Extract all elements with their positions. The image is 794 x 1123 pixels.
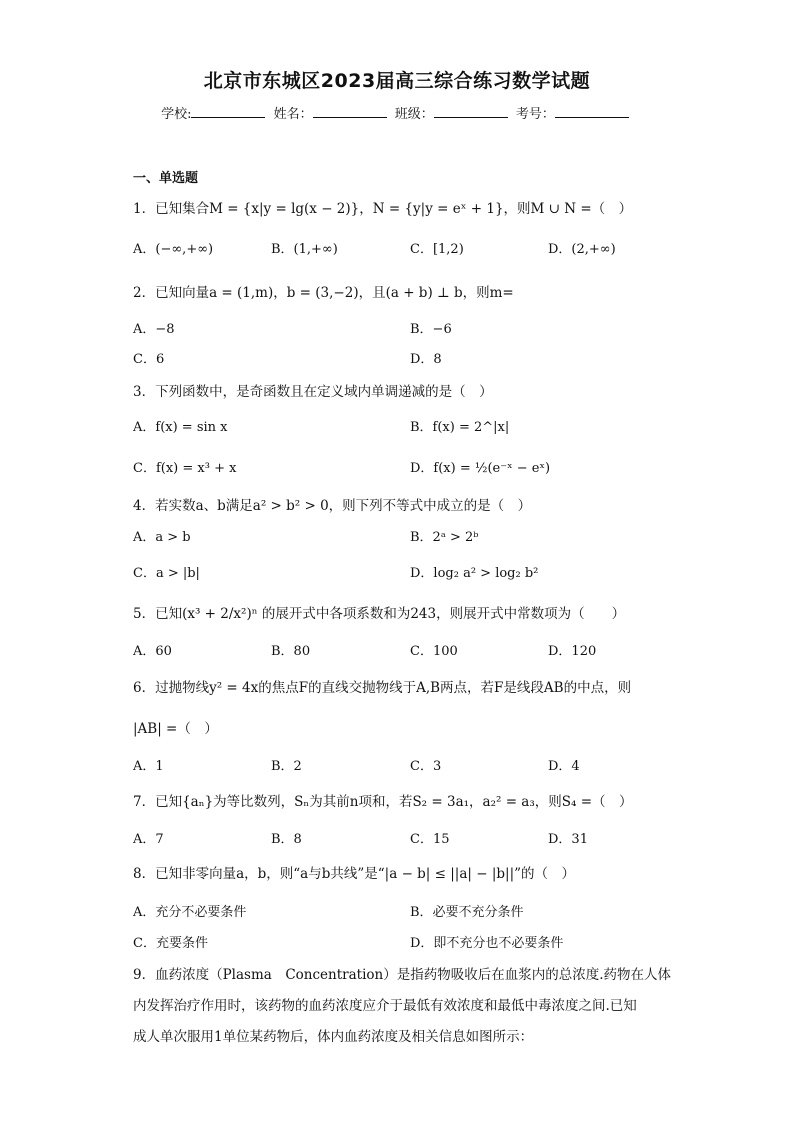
student-info-line: [0, 103, 794, 122]
question-9-line-3: 成人单次服用1单位某药物后，体内血药浓度及相关信息如图所示：: [133, 1029, 534, 1045]
question-9-line-1: 9．血药浓度（Plasma Concentration）是指药物吸收后在血浆内的总浓度.药物在人体: [133, 967, 671, 983]
question-6-stem: 6．过抛物线y² = 4x的焦点F的直线交抛物线于A,B两点，若F是线段AB的中点，则: [133, 680, 632, 696]
q4-option-a[interactable]: A．a > b: [133, 530, 191, 545]
class-label: 班级：: [394, 107, 434, 122]
q1-option-c[interactable]: C．[1,2): [410, 242, 464, 257]
q1-option-d[interactable]: D．(2,+∞): [548, 242, 616, 257]
q8-option-b[interactable]: B．必要不充分条件: [410, 905, 524, 920]
q3-option-c[interactable]: C．f(x) = x³ + x: [133, 461, 237, 476]
q4-option-c[interactable]: C．a > |b|: [133, 566, 200, 581]
q3-option-b[interactable]: B．f(x) = 2^|x|: [410, 420, 510, 435]
q8-option-a[interactable]: A．充分不必要条件: [133, 905, 247, 920]
q3-option-d[interactable]: D．f(x) = ½(e⁻ˣ − eˣ): [410, 461, 551, 476]
q7-option-c[interactable]: C．15: [410, 832, 450, 847]
question-5-stem: 5．已知(x³ + 2/x²)ⁿ 的展开式中各项系数和为243，则展开式中常数项为（ ）: [133, 606, 626, 622]
question-4-stem: 4．若实数a、b满足a² > b² > 0，则下列不等式中成立的是（ ）: [133, 498, 532, 514]
q6-option-a[interactable]: A．1: [133, 759, 164, 774]
q6-option-d[interactable]: D．4: [548, 759, 580, 774]
q5-option-b[interactable]: B．80: [271, 644, 311, 659]
q5-option-a[interactable]: A．60: [133, 644, 172, 659]
q1-option-b[interactable]: B．(1,+∞): [271, 242, 338, 257]
q4-option-d[interactable]: D．log₂ a² > log₂ b²: [410, 566, 539, 581]
q2-option-d[interactable]: D．8: [410, 352, 442, 367]
q3-option-a[interactable]: A．f(x) = sin x: [133, 420, 228, 435]
question-2-stem: 2．已知向量a = (1,m)，b = (3,−2)，且(a + b) ⊥ b，则m=: [133, 285, 514, 301]
q2-option-a[interactable]: A．−8: [133, 322, 175, 337]
question-7-stem: 7．已知{aₙ}为等比数列，Sₙ为其前n项和，若S₂ = 3a₁，a₂² = a₃，则S₄ =（ ）: [133, 794, 633, 810]
q1-option-a[interactable]: A．(−∞,+∞): [133, 242, 214, 257]
number-label: 考号：: [515, 107, 555, 122]
question-1-stem: 1．已知集合M = {x|y = lg(x − 2)}，N = {y|y = eˣ + 1}，则M ∪ N =（ ）: [133, 201, 633, 217]
q7-option-a[interactable]: A．7: [133, 832, 164, 847]
name-label: 姓名：: [273, 107, 313, 122]
exam-title: 北京市东城区2023届高三综合练习数学试题: [203, 70, 591, 92]
q5-option-c[interactable]: C．100: [410, 644, 458, 659]
number-blank[interactable]: [555, 105, 629, 118]
section-heading: 一、单选题: [133, 171, 199, 186]
question-6-stem-cont: |AB| =（ ）: [133, 721, 218, 737]
class-blank[interactable]: [434, 105, 508, 118]
q8-option-c[interactable]: C．充要条件: [133, 936, 208, 951]
school-blank[interactable]: [191, 105, 265, 118]
q7-option-b[interactable]: B．8: [271, 832, 302, 847]
question-3-stem: 3．下列函数中，是奇函数且在定义域内单调递减的是（ ）: [133, 384, 493, 400]
q5-option-d[interactable]: D．120: [548, 644, 597, 659]
q2-option-c[interactable]: C．6: [133, 352, 165, 367]
question-8-stem: 8．已知非零向量a，b，则“a与b共线”是“|a − b| ≤ ||a| − |b||”的（ ）: [133, 866, 576, 882]
q4-option-b[interactable]: B．2ᵃ > 2ᵇ: [410, 530, 479, 545]
question-9-line-2: 内发挥治疗作用时，该药物的血药浓度应介于最低有效浓度和最低中毒浓度之间.已知: [133, 998, 637, 1014]
q8-option-d[interactable]: D．即不充分也不必要条件: [410, 936, 564, 951]
q6-option-b[interactable]: B．2: [271, 759, 302, 774]
name-blank[interactable]: [313, 105, 387, 118]
q6-option-c[interactable]: C．3: [410, 759, 442, 774]
q7-option-d[interactable]: D．31: [548, 832, 588, 847]
q2-option-b[interactable]: B．−6: [410, 322, 452, 337]
school-label: 学校:: [161, 107, 192, 122]
